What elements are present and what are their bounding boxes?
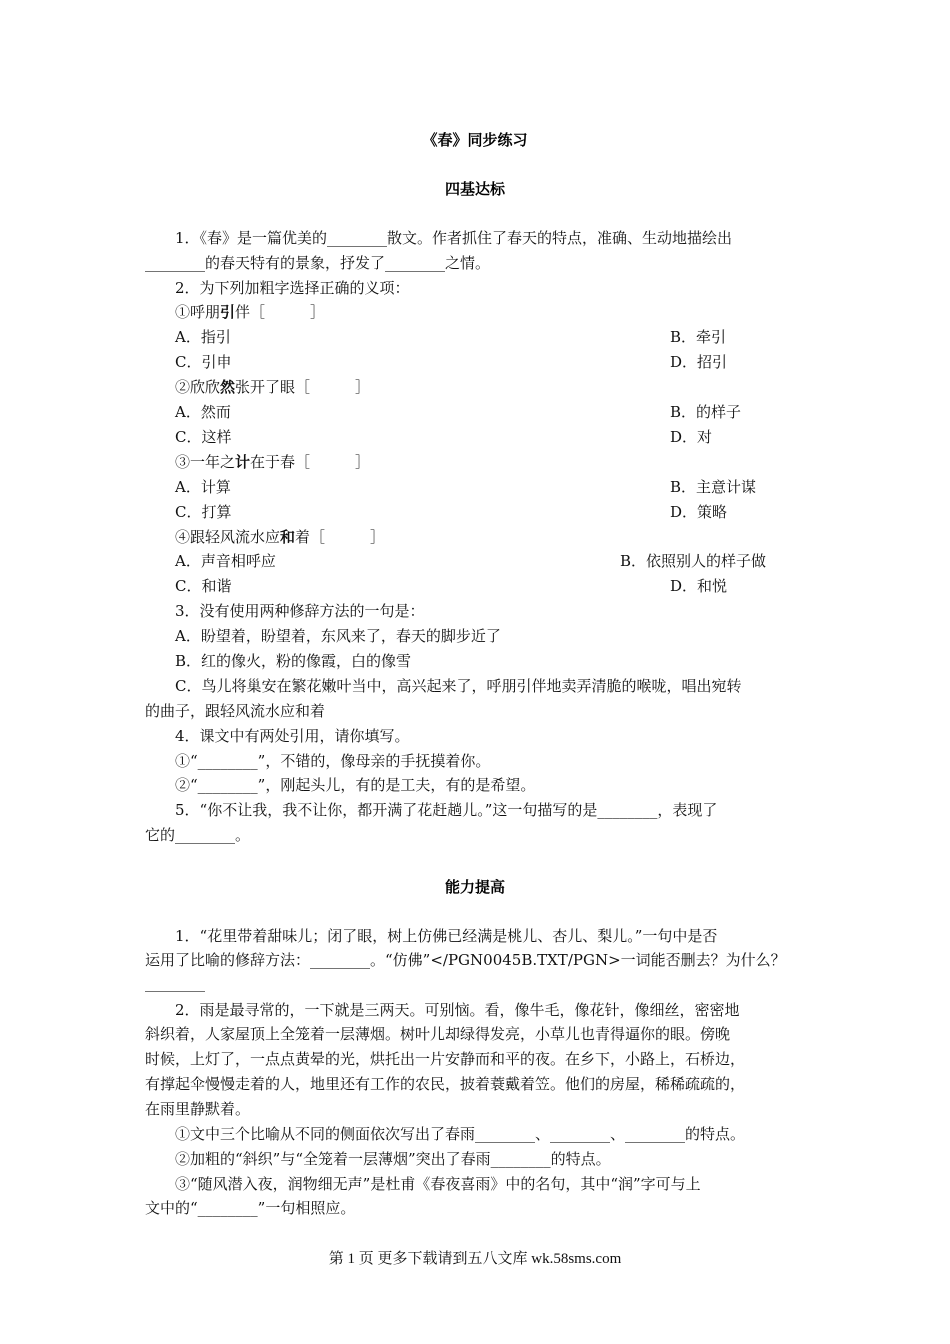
q3-option-c: C．鸟儿将巢安在繁花嫩叶当中，高兴起来了，呼朋引伴地卖弄清脆的喉咙，唱出宛转 — [175, 677, 742, 695]
bold-char: 和 — [280, 528, 296, 546]
item-text: 着［ ］ — [295, 528, 386, 546]
page-title: 《春》同步练习 — [422, 131, 528, 149]
option-row — [175, 477, 855, 497]
passage-line: 有撑起伞慢慢走着的人，地里还有工作的农民，披着蓑戴着笠。他们的房屋，稀稀疏疏的， — [145, 1075, 746, 1093]
sub-question-1: ①文中三个比喻从不同的侧面依次写出了春雨________、________、________的特点。 — [175, 1125, 746, 1143]
item-text: ①呼朋 — [175, 303, 221, 321]
passage-line: 斜织着，人家屋顶上全笼着一层薄烟。树叶儿却绿得发亮，小草儿也青得逼你的眼。傍晚 — [145, 1025, 731, 1043]
q3-option-b: B．红的像火，粉的像霞，白的像雪 — [175, 652, 412, 670]
option-b: B．牵引 — [670, 328, 727, 346]
section-heading-advanced: 能力提高 — [444, 878, 505, 896]
sub-question-3: ③“随风潜入夜，润物细无声”是杜甫《春夜喜雨》中的名句，其中“润”字可与上 — [175, 1175, 701, 1193]
q2-item-2 — [175, 377, 855, 397]
option-b: B．的样子 — [670, 403, 742, 421]
q5-line: 它的________。 — [145, 826, 251, 844]
option-c: C．这样 — [175, 428, 232, 446]
section-heading-basic: 四基达标 — [444, 180, 505, 198]
option-d: D．对 — [670, 428, 713, 446]
option-row — [175, 402, 855, 422]
option-a: A．指引 — [175, 328, 231, 346]
option-row — [175, 352, 855, 372]
sub-question-3: 文中的“________”一句相照应。 — [145, 1199, 356, 1217]
q1-line: 1．《春》是一篇优美的________散文。作者抓住了春天的特点，准确、生动地描绘出 — [175, 229, 733, 247]
item-text: ③一年之 — [175, 453, 236, 471]
q2-stem: 2．为下列加粗字选择正确的义项： — [175, 279, 410, 297]
adv-q1-answer-blank: ________ — [145, 974, 205, 992]
item-text: ②欣欣 — [175, 378, 221, 396]
q1-line: ________的春天特有的景象，抒发了________之情。 — [145, 254, 491, 272]
passage-line: 时候，上灯了，一点点黄晕的光，烘托出一片安静而和平的夜。在乡下，小路上，石桥边， — [145, 1050, 746, 1068]
q3-option-c: 的曲子，跟轻风流水应和着 — [145, 702, 326, 720]
option-row — [175, 551, 855, 571]
option-a: A．计算 — [175, 478, 231, 496]
page-footer: 第 1 页 更多下载请到五八文库 wk.58sms.com — [328, 1251, 622, 1267]
q4-blank-2: ②“________”，刚起头儿，有的是工夫，有的是希望。 — [175, 776, 536, 794]
option-a: A．声音相呼应 — [175, 552, 276, 570]
option-row — [175, 502, 855, 522]
q4-blank-1: ①“________”，不错的，像母亲的手抚摸着你。 — [175, 752, 491, 770]
option-c: C．打算 — [175, 503, 232, 521]
q3-option-a: A．盼望着，盼望着，东风来了，春天的脚步近了 — [175, 627, 501, 645]
option-row — [175, 576, 855, 596]
bold-char: 计 — [235, 453, 251, 471]
q5-line: 5．“你不让我，我不让你，都开满了花赶趟儿。”这一句描写的是________，表现了 — [175, 801, 718, 819]
option-b: B．主意计谋 — [670, 478, 757, 496]
q2-item-1 — [175, 302, 855, 322]
option-d: D．策略 — [670, 503, 728, 521]
q3-stem: 3．没有使用两种修辞方法的一句是： — [175, 602, 425, 620]
option-d: D．招引 — [670, 353, 728, 371]
passage-line: 2．雨是最寻常的，一下就是三两天。可别恼。看，像牛毛，像花针，像细丝，密密地 — [175, 1001, 740, 1019]
option-a: A．然而 — [175, 403, 231, 421]
option-d: D．和悦 — [670, 577, 728, 595]
item-text: 张开了眼［ ］ — [235, 378, 371, 396]
adv-q1-line: 1．“花里带着甜味儿；闭了眼，树上仿佛已经满是桃儿、杏儿、梨儿。”一句中是否 — [175, 927, 718, 945]
item-text: ④跟轻风流水应 — [175, 528, 281, 546]
bold-char: 然 — [220, 378, 236, 396]
item-text: 在于春［ ］ — [250, 453, 371, 471]
option-row — [175, 427, 855, 447]
option-row — [175, 327, 855, 347]
q2-item-4 — [175, 527, 855, 547]
sub-question-2: ②加粗的“斜织”与“全笼着一层薄烟”突出了春雨________的特点。 — [175, 1150, 611, 1168]
option-c: C．引申 — [175, 353, 232, 371]
bold-char: 引 — [220, 303, 236, 321]
q2-item-3 — [175, 452, 855, 472]
option-b: B．依照别人的样子做 — [620, 552, 767, 570]
q4-stem: 4．课文中有两处引用，请你填写。 — [175, 727, 410, 745]
passage-line: 在雨里静默着。 — [145, 1100, 251, 1118]
option-c: C．和谐 — [175, 577, 232, 595]
item-text: 伴［ ］ — [235, 303, 326, 321]
adv-q1-line: 运用了比喻的修辞方法：________。“仿佛”</PGN0045B.TXT/PGN>一词能否删去？为什么？ — [145, 951, 786, 969]
